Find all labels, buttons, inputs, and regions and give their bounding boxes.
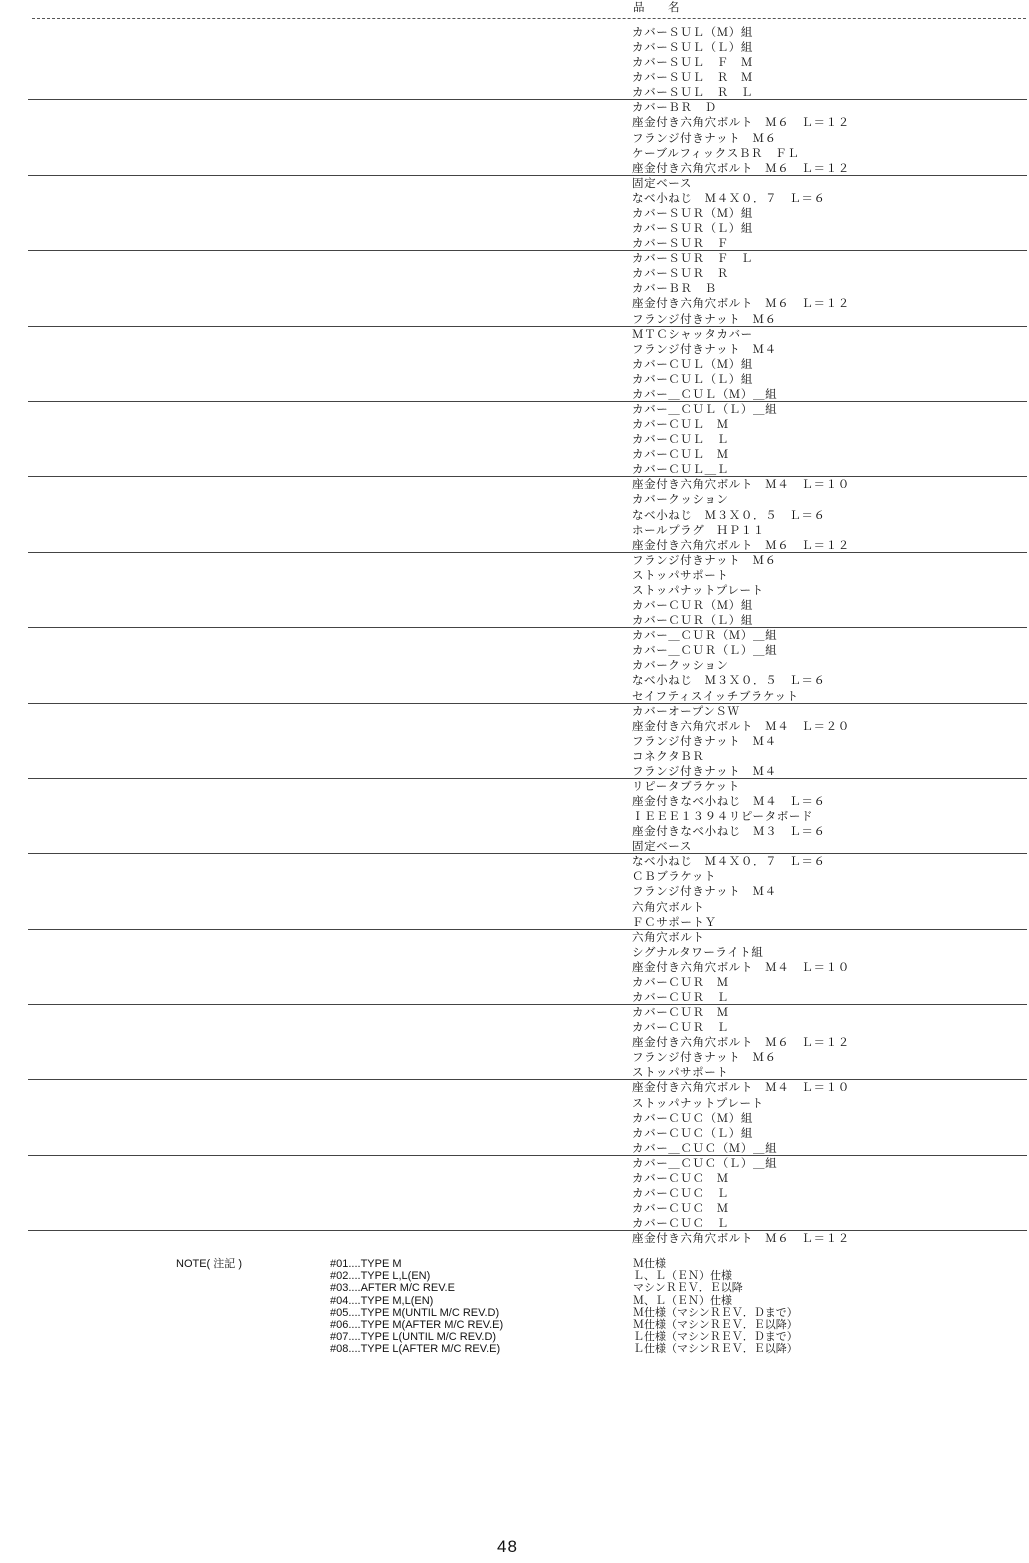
parts-group	[28, 1080, 1027, 1155]
parts-group	[28, 779, 1027, 854]
parts-group	[28, 176, 1027, 251]
note-code: #02....TYPE L,L(EN)	[330, 1270, 431, 1283]
part-name: ケーブルフィックスＢＲ ＦＬ	[632, 145, 800, 160]
part-name: カバーＣＵＣ Ｍ	[632, 1201, 729, 1216]
note-description: マシンＲＥＶ．Ｅ以降	[633, 1282, 743, 1295]
part-name: ＩＥＥＥ１３９４リピータボード	[632, 809, 814, 824]
part-name: カバーＣＵＲ Ｍ	[632, 974, 729, 989]
part-name: フランジ付きナット Ｍ４	[632, 763, 777, 778]
part-name: ストッパナットプレート	[632, 582, 764, 597]
part-name: 固定ベース	[632, 839, 692, 854]
parts-group	[28, 1156, 1027, 1231]
part-name: カバーＣＵＣ（Ｍ）組	[632, 1110, 753, 1125]
part-name: フランジ付きナット Ｍ６	[632, 552, 777, 567]
part-name: 座金付き六角穴ボルト Ｍ６ Ｌ＝１２	[632, 1231, 850, 1246]
part-name: カバーＣＵＲ Ｌ	[632, 990, 729, 1005]
part-name: カバーＣＵＲ Ｌ	[632, 1020, 729, 1035]
part-name: フランジ付きナット Ｍ６	[632, 130, 777, 145]
part-name: ホールプラグ ＨＰ１１	[632, 522, 765, 537]
part-name: 座金付き六角穴ボルト Ｍ４ Ｌ＝１０	[632, 1080, 850, 1095]
note-code: #08....TYPE L(AFTER M/C REV.E)	[330, 1343, 501, 1356]
part-name: 座金付き六角穴ボルト Ｍ４ Ｌ＝１０	[632, 477, 850, 492]
page-number: 48	[497, 1537, 518, 1556]
part-name: カバーＣＵＬ Ｍ	[632, 417, 729, 432]
part-name: カバーＳＵＬ（Ｍ）組	[632, 25, 753, 39]
part-name: ストッパサポート	[632, 1065, 729, 1080]
part-name: 座金付き六角穴ボルト Ｍ６ Ｌ＝１２	[632, 160, 850, 175]
parts-group	[28, 402, 1027, 477]
part-name: フランジ付きナット Ｍ６	[632, 311, 777, 326]
part-name: フランジ付きナット Ｍ４	[632, 884, 777, 899]
part-name: カバーＣＵＣ Ｌ	[632, 1216, 729, 1231]
part-name: 固定ベース	[632, 175, 692, 190]
note-description: Ｌ、Ｌ（ＥＮ）仕様	[633, 1270, 732, 1283]
parts-group	[28, 553, 1027, 628]
parts-group	[28, 704, 1027, 779]
part-name: カバーＣＵＲ（Ｍ）組	[632, 598, 753, 613]
parts-group	[28, 1005, 1027, 1080]
part-name: カバーＣＵＲ Ｍ	[632, 1005, 729, 1020]
part-name: カバーＣＵＬ（Ｍ）組	[632, 356, 753, 371]
part-name: 座金付きなべ小ねじ Ｍ４ Ｌ＝６	[632, 794, 826, 808]
part-name: カバーＳＵＲ Ｒ	[632, 266, 729, 281]
part-name: カバーＣＵＬ Ｌ	[632, 432, 729, 447]
column-header-part-name: 品 名	[633, 0, 686, 14]
note-description: Ｍ、Ｌ（ＥＮ）仕様	[633, 1294, 732, 1307]
part-name: 座金付き六角穴ボルト Ｍ４ Ｌ＝１０	[632, 959, 850, 974]
part-name: 座金付きなべ小ねじ Ｍ３ Ｌ＝６	[632, 824, 826, 839]
part-name: なべ小ねじ Ｍ３Ｘ０．５ Ｌ＝６	[632, 673, 826, 688]
note-code: #05....TYPE M(UNTIL M/C REV.D)	[330, 1306, 500, 1319]
part-name: なべ小ねじ Ｍ４Ｘ０．７ Ｌ＝６	[632, 854, 826, 869]
note-code: #06....TYPE M(AFTER M/C REV.E)	[330, 1318, 504, 1331]
part-name: カバーＳＵＲ（Ｍ）組	[632, 205, 753, 220]
parts-group	[28, 100, 1027, 175]
part-name: 座金付き六角穴ボルト Ｍ４ Ｌ＝２０	[632, 718, 850, 733]
part-name: セイフティスイッチブラケット	[632, 688, 799, 703]
part-name: ＭＴＣシャッタカバー	[632, 326, 753, 341]
part-name: カバー＿ＣＵＲ（Ｌ）＿組	[632, 643, 778, 658]
part-name: フランジ付きナット Ｍ４	[632, 341, 777, 356]
notes-label: NOTE( 注記 )	[176, 1258, 242, 1270]
part-name: カバー＿ＣＵＬ（Ｌ）＿組	[632, 401, 778, 416]
part-name: カバーＣＵＣ Ｌ	[632, 1186, 729, 1201]
part-name: カバー＿ＣＵＲ（Ｍ）＿組	[632, 628, 778, 643]
part-name: カバーＢＲ Ｂ	[632, 281, 717, 296]
part-name: カバークッション	[632, 658, 729, 673]
part-name: ＦＣサポートＹ	[632, 914, 717, 929]
part-name: カバーＢＲ Ｄ	[632, 100, 717, 115]
parts-list	[28, 25, 1027, 1246]
note-description: Ｌ仕様（マシンＲＥＶ．Ｅ以降）	[633, 1343, 798, 1356]
note-description: Ｍ仕様（マシンＲＥＶ．Ｅ以降）	[633, 1318, 798, 1331]
part-name: カバークッション	[632, 492, 729, 507]
parts-group	[28, 477, 1027, 552]
parts-group	[28, 930, 1027, 1005]
parts-group	[28, 1231, 1027, 1246]
parts-group	[28, 854, 1027, 929]
part-name: 座金付き六角穴ボルト Ｍ６ Ｌ＝１２	[632, 1035, 850, 1050]
note-description: Ｍ仕様（マシンＲＥＶ．Ｄまで）	[633, 1306, 798, 1319]
parts-group	[28, 628, 1027, 703]
part-name: カバーＳＵＲ（Ｌ）組	[632, 221, 753, 236]
part-name: カバーＳＵＬ（Ｌ）組	[632, 40, 753, 55]
part-name: カバーＣＵＲ（Ｌ）組	[632, 613, 753, 628]
part-name: フランジ付きナット Ｍ４	[632, 733, 777, 748]
parts-group	[28, 251, 1027, 326]
part-name: なべ小ねじ Ｍ４Ｘ０．７ Ｌ＝６	[632, 190, 826, 205]
notes-codes	[330, 1258, 503, 1356]
part-name: 座金付き六角穴ボルト Ｍ６ Ｌ＝１２	[632, 537, 850, 552]
part-name: カバーＳＵＬ Ｒ Ｌ	[632, 85, 753, 100]
part-name: カバーＣＵＬ Ｍ	[632, 447, 729, 462]
part-name: 六角穴ボルト	[632, 899, 705, 914]
part-name: カバー＿ＣＵＣ（Ｌ）＿組	[632, 1155, 778, 1170]
note-description: Ｍ仕様	[633, 1258, 666, 1270]
part-name: カバー＿ＣＵＣ（Ｍ）＿組	[632, 1140, 778, 1155]
part-name: ＣＢブラケット	[632, 869, 717, 884]
part-name: 座金付き六角穴ボルト Ｍ６ Ｌ＝１２	[632, 296, 850, 311]
header-dashed-divider	[32, 18, 1026, 19]
notes-descriptions	[633, 1258, 798, 1356]
note-code: #01....TYPE M	[330, 1258, 402, 1270]
part-name: フランジ付きナット Ｍ６	[632, 1050, 777, 1065]
part-name: カバーＣＵＬ（Ｌ）組	[632, 371, 753, 386]
part-name: カバー＿ＣＵＬ（Ｍ）＿組	[632, 386, 778, 401]
parts-group	[28, 25, 1027, 100]
part-name: シグナルタワーライト組	[632, 944, 764, 959]
part-name: カバーＣＵＣ（Ｌ）組	[632, 1125, 753, 1140]
part-name: カバーＣＵＣ Ｍ	[632, 1170, 729, 1185]
part-name: リピータブラケット	[632, 778, 740, 793]
part-name: カバーＳＵＬ Ｆ Ｍ	[632, 55, 753, 70]
part-name: なべ小ねじ Ｍ３Ｘ０．５ Ｌ＝６	[632, 507, 826, 522]
parts-group	[28, 327, 1027, 402]
note-code: #04....TYPE M,L(EN)	[330, 1294, 434, 1307]
part-name: カバーＣＵＬ＿Ｌ	[632, 462, 729, 477]
part-name: カバーＳＵＲ Ｆ	[632, 236, 729, 251]
note-code: #07....TYPE L(UNTIL M/C REV.D)	[330, 1331, 497, 1344]
part-name: カバーＳＵＬ Ｒ Ｍ	[632, 70, 753, 85]
part-name: カバーオープンＳＷ	[632, 703, 740, 718]
part-name: 六角穴ボルト	[632, 929, 705, 944]
note-description: Ｌ仕様（マシンＲＥＶ．Ｄまで）	[633, 1331, 798, 1344]
part-name: カバーＳＵＲ Ｆ Ｌ	[632, 251, 753, 266]
part-name: 座金付き六角穴ボルト Ｍ６ Ｌ＝１２	[632, 115, 850, 130]
part-name: ストッパナットプレート	[632, 1095, 764, 1110]
part-name: コネクタＢＲ	[632, 748, 705, 763]
note-code: #03....AFTER M/C REV.E	[330, 1282, 455, 1295]
part-name: ストッパサポート	[632, 567, 729, 582]
